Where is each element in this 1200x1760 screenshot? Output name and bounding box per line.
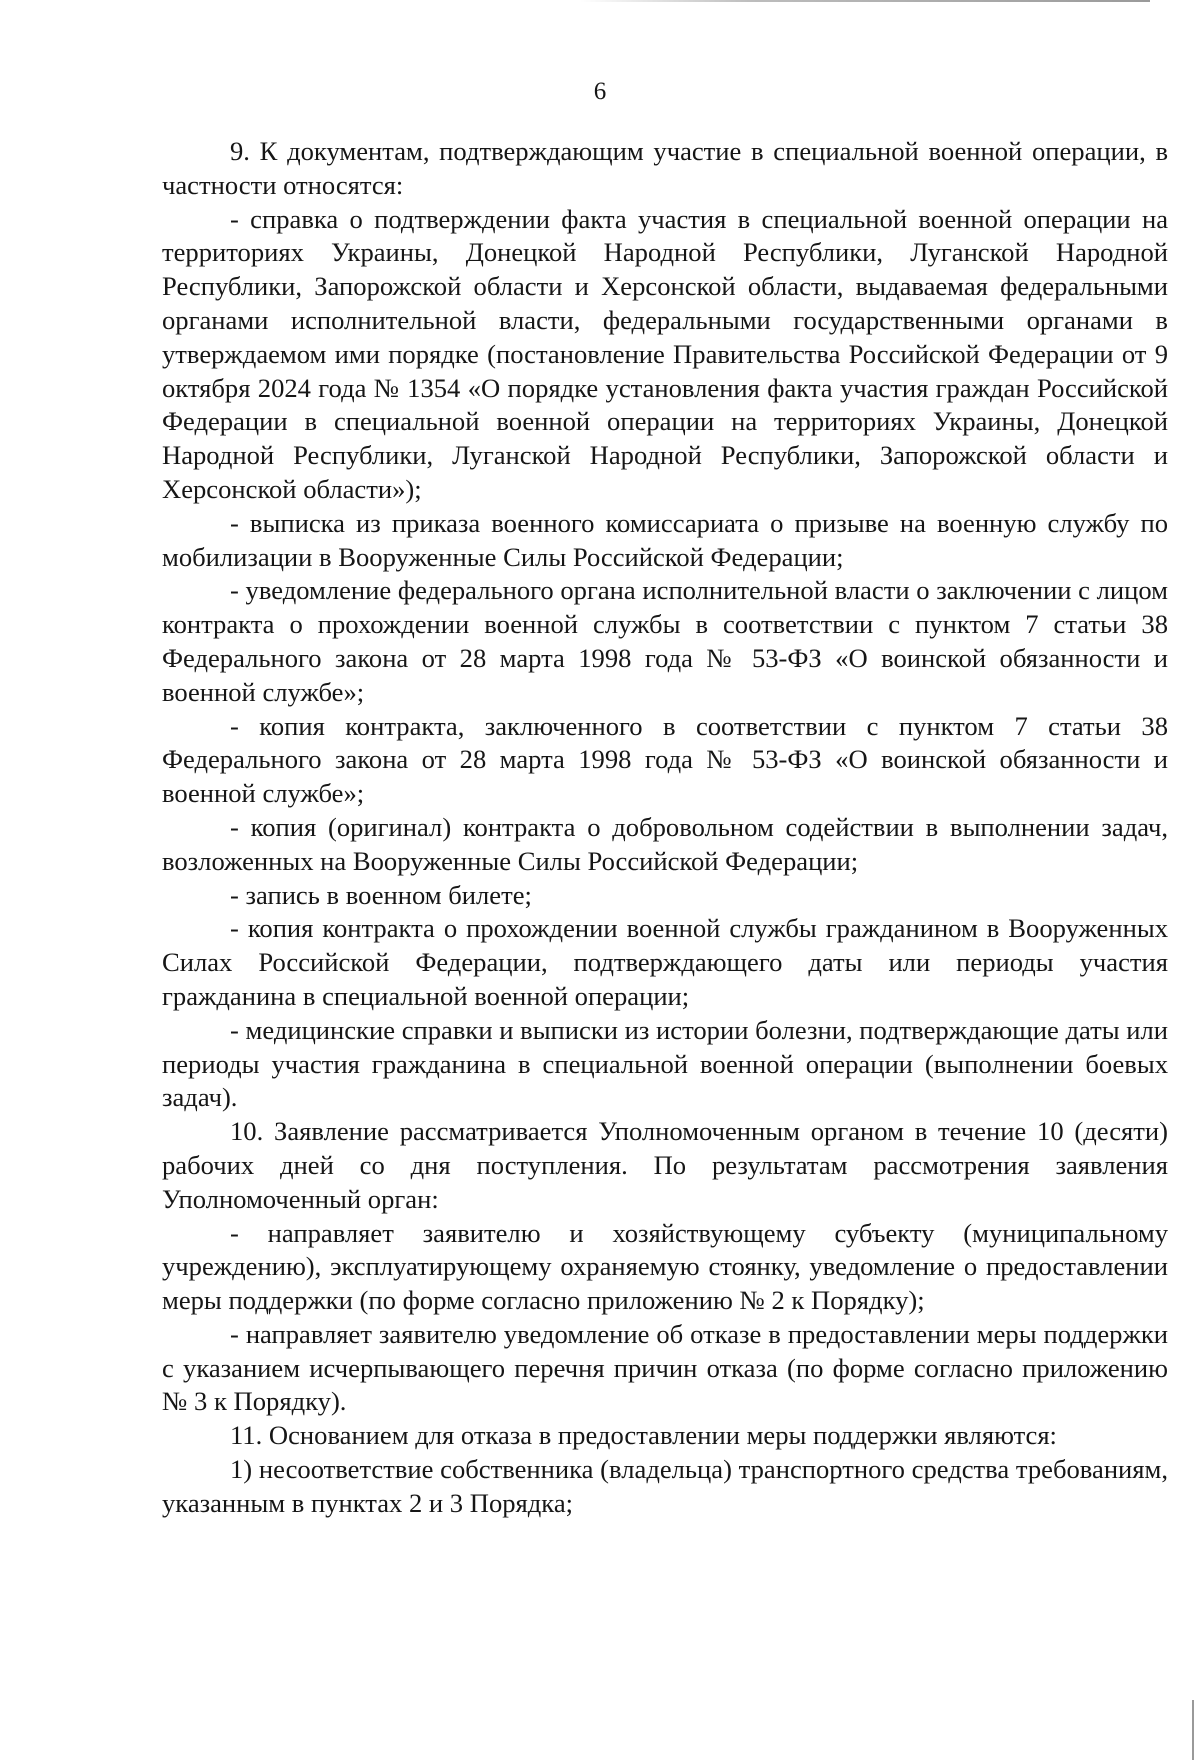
scan-artifact-right-edge: [1192, 1700, 1194, 1760]
paragraph-10: 10. Заявление рассматривается Уполномоченным органом в течение 10 (десяти) рабочих дней со дня поступления. По результатам рассмотрения заявления Уполномоченный орган:: [162, 1116, 1168, 1214]
list-item-service-contract-copy: - копия контракта о прохождении военной службы гражданином в Вооруженных Силах Российской Федерации, подтверждающего даты или периоды участия гражданина в специальной военной операции;: [162, 913, 1168, 1011]
scan-artifact-top-line: [580, 0, 1150, 2]
list-item-military-id-entry: - запись в военном билете;: [230, 879, 532, 910]
list-item-contract-notification: - уведомление федерального органа исполнительной власти о заключении с лицом контракта о прохождении военной службы в соответствии с пунктом 7 статьи 38 Федерального закона от 28 марта 1998 года № 53-ФЗ «О воинской обязанности и военной службе»;: [162, 575, 1168, 707]
list-item-mobilization-order-extract: - выписка из приказа военного комиссариата о призыве на военную службу по мобилизации в Вооруженные Силы Российской Федерации;: [162, 507, 1168, 572]
paragraph-9: 9. К документам, подтверждающим участие в специальной военной операции, в частности относятся:: [162, 136, 1168, 200]
document-body: [162, 135, 1168, 1521]
paragraph-11: 11. Основанием для отказа в предоставлении меры поддержки являются:: [230, 1420, 1057, 1451]
list-item-refusal-notification: - направляет заявителю уведомление об отказе в предоставлении меры поддержки с указанием исчерпывающего перечня причин отказа (по форме согласно приложению № 3 к Порядку).: [162, 1318, 1168, 1417]
list-item-grant-notification: - направляет заявителю и хозяйствующему субъекту (муниципальному учреждению), эксплуатирующему охраняемую стоянку, уведомление о предоставлении меры поддержки (по форме согласно приложению № 2 к Порядку);: [162, 1217, 1168, 1316]
list-item-medical-certificates: - медицинские справки и выписки из истории болезни, подтверждающие даты или периоды участия гражданина в специальной военной операции (выполнении боевых задач).: [162, 1014, 1168, 1113]
list-item-svo-certificate: - справка о подтверждении факта участия в специальной военной операции на территориях Украины, Донецкой Народной Республики, Луганской Народной Республики, Запорожской области и Херсонской области, выдаваемая федеральными органами исполнительной власти, федеральными государственными органами в утверждаемом ими порядке (постановление Правительства Российской Федерации от 9 октября 2024 года № 1354 «О порядке установления факта участия граждан Российской Федерации в специальной военной операции на территориях Украины, Донецкой Народной Республики, Луганской Народной Республики, Запорожской области и Херсонской области»);: [162, 203, 1168, 504]
list-item-contract-copy: - копия контракта, заключенного в соответствии с пунктом 7 статьи 38 Федерального закона от 28 марта 1998 года № 53-ФЗ «О воинской обязанности и военной службе»;: [162, 710, 1168, 809]
page-number: 6: [593, 78, 607, 105]
list-item-volunteer-contract: - копия (оригинал) контракта о добровольном содействии в выполнении задач, возложенных на Вооруженные Силы Российской Федерации;: [162, 811, 1168, 876]
refusal-ground-1: 1) несоответствие собственника (владельца) транспортного средства требованиям, указанным в пунктах 2 и 3 Порядка;: [162, 1454, 1168, 1518]
